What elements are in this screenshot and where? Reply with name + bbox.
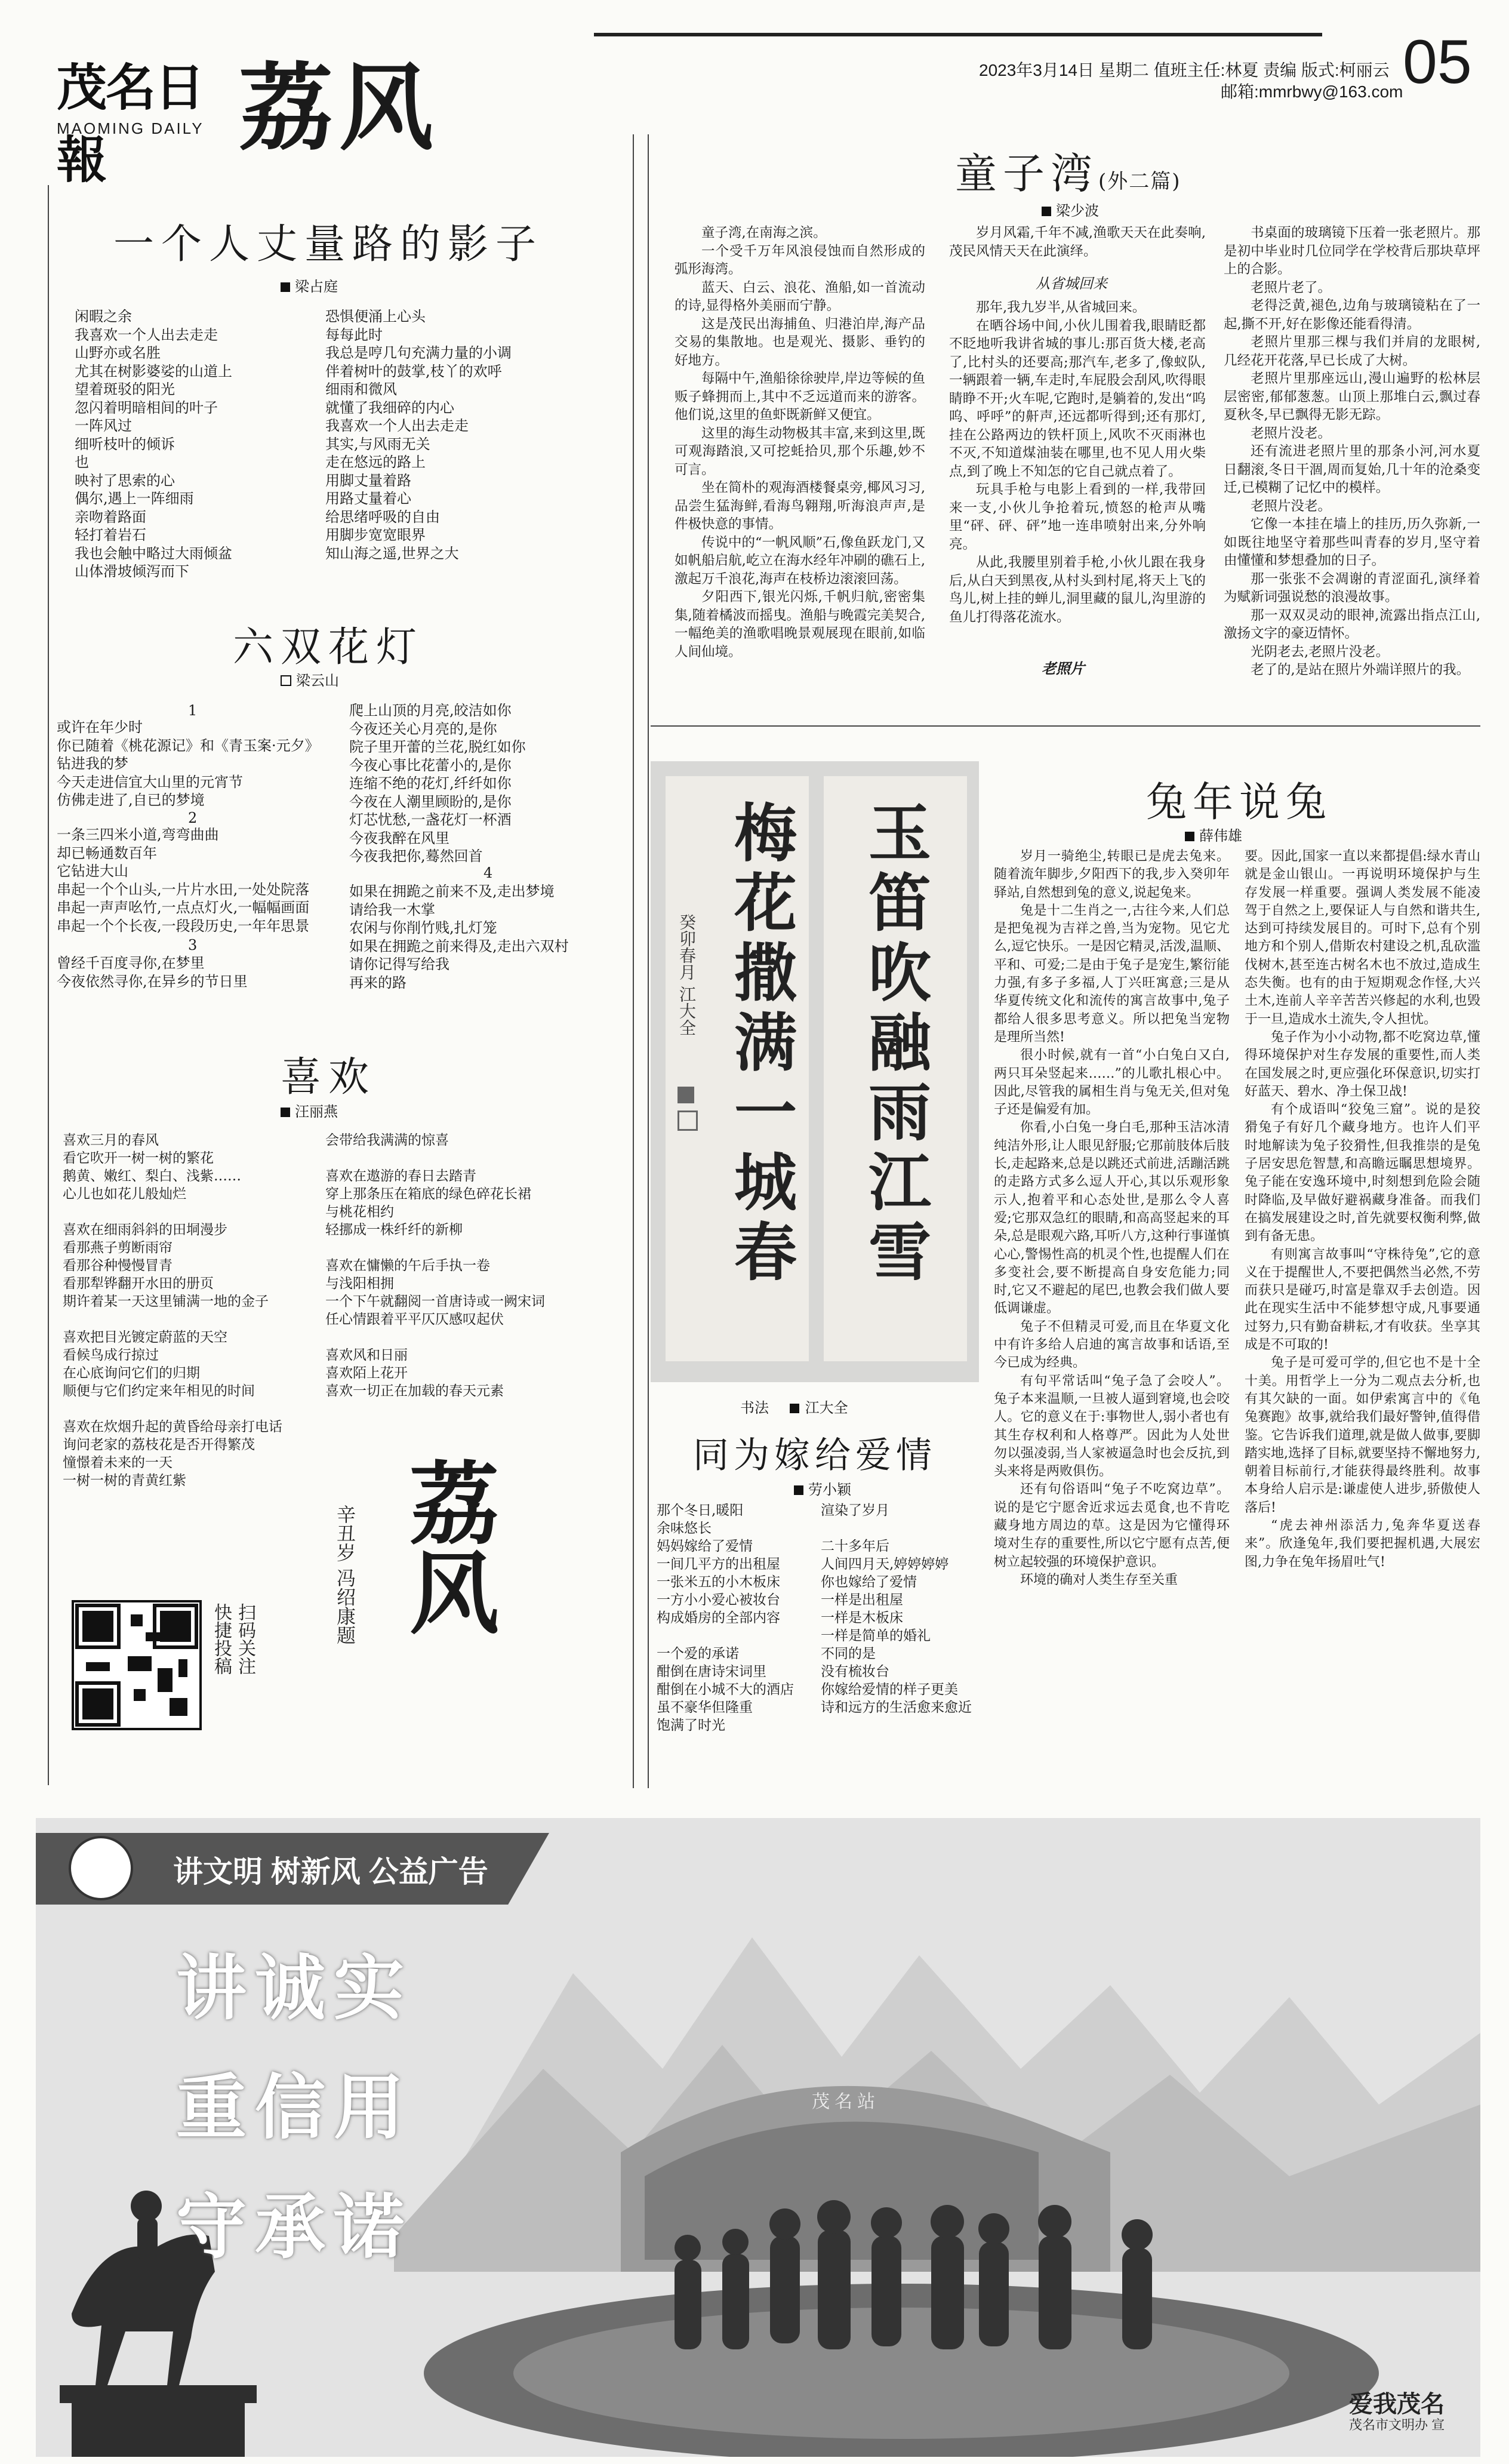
paragraph: 坐在简朴的观海酒楼餐桌旁,椰风习习,品尝生猛海鲜,看海鸟翱翔,听海浪声声,是件极快意的事情。 bbox=[675, 480, 925, 532]
paragraph: 环境的确对人类生存至关重 bbox=[1020, 1572, 1178, 1588]
paragraph: 有句平常话叫“兔子急了会咬人”。兔子本来温顺,一旦被人逼到窘境,也会咬人。它的意义在于:事物世人,弱小者也有其生存权利和人格尊严。因此为人处世勿以强凌弱,当人家被逼急时也会反抗,到头来将是两败俱伤。 bbox=[994, 1373, 1230, 1479]
article1-column-2-intro bbox=[949, 224, 1206, 260]
paragraph: 从此,我腰里别着手枪,小伙儿跟在我身后,从白天到黑夜,从村头到村尾,将天上飞的鸟儿,树上挂的蝉儿,洞里藏的鼠儿,沟里游的鱼儿打得落花流水。 bbox=[949, 555, 1206, 625]
poem-author-1: 梁占庭 bbox=[295, 279, 338, 295]
paragraph: 还有句俗语叫“兔子不吃窝边草”。说的是它宁愿舍近求远去觅食,也不肯吃藏身地方周边的草。这是因为它懂得环境对生存的重要性,所以它宁愿有点苦,便树立起较强的环境保护意识。 bbox=[994, 1482, 1230, 1570]
paragraph: 你看,小白兔一身白毛,那种玉洁冰清纯洁外形,让人眼见舒服;它那前肢体后肢长,走起路来,总是以跳还式前进,活蹦活跳的走路方式多么逗人开心,其以乐观形象示人,抱着平和心态处世,是那么令人喜爱;它那双急红的眼睛,和高高竖起来的耳朵,总是眼观六路,耳听八方,这种行事谨慎心心,警惕性高的机灵个性,也提醒人们在多变社会,要不断提高自身安危能力;同时,它又不避起的尾巴,也教会我们做人要低调谦虚。 bbox=[994, 1120, 1230, 1316]
article-title-1 bbox=[955, 140, 1181, 201]
paragraph: 还有流进老照片里的那条小河,河水夏日翻滚,冬日干涸,周而复始,几十年的沧桑变迁,已模糊了记忆中的模样。 bbox=[1224, 444, 1480, 496]
poem-title-1: 一个人丈量路的影子 bbox=[113, 221, 543, 268]
article2-column-1 bbox=[994, 848, 1230, 1589]
poem-byline-2 bbox=[281, 669, 339, 690]
civilization-emblem-icon bbox=[69, 1836, 133, 1900]
paragraph: 要。因此,国家一直以来都提倡:绿水青山就是金山银山。一再说明环境保护与生存发展一样重要。强调人类发展不能凌驾于自然之上,要保证人与自然和谐共生,达到可持续发展目的。可时下,总有个别地方和个别人,借斯农村建设之机,乱砍滥伐树木,甚至连古树名木也不放过,造成生态失衡。也有的由于短期观念作怪,大兴土木,连前人辛辛苦苦兴修起的水利,也毁于一旦,造成水土流失,令人担忧。 bbox=[1245, 849, 1480, 1027]
paragraph: 传说中的“一帆风顺”石,像鱼跃龙门,又如帆船启航,屹立在海水经年冲刷的礁石上,激起万千浪花,海声在枝桥边滚滚回荡。 bbox=[675, 534, 925, 587]
paragraph: 老了的,是站在照片外端详照片的我。 bbox=[1251, 662, 1470, 678]
calligraphy-caption bbox=[740, 1396, 848, 1417]
paragraph: 兔是十二生肖之一,古往今来,人们总是把兔视为吉祥之兽,当为宠物。见它尤么,逗它快乐。一是因它精灵,活泼,温顺、平和、可爱;二是由于兔子是宠生,繁衍能力强,有多子多福,人丁兴旺寓意;三是从华夏传统文化和流传的寓言故事中,兔子都给人很多思考意义。所以把兔当宠物是理所当然! bbox=[994, 903, 1230, 1045]
poem-author-4: 劳小颖 bbox=[808, 1482, 851, 1498]
ad-slogan-2: 重信用 bbox=[176, 2066, 413, 2149]
poem1-column-2: 恐惧便涌上心头 每每此时 我总是哼几句充满力量的小调 伴着树叶的鼓掌,枝丫的欢呼 细雨和微风 就懂了我细碎的内心 我喜欢一个人出去走走 其实,与风雨无关 走在悠远的路上 用脚丈量着路 用路丈量着心 给思绪呼吸的自由 用脚步宽宽眼界 知山海之遥,世界之大 bbox=[325, 308, 512, 562]
qr-finder bbox=[79, 1607, 117, 1645]
paragraph: “虎去神州添活力,兔奔华夏送春来”。欣逢兔年,我们要把握机遇,大展宏图,力争在兔年扬眉吐气! bbox=[1245, 1518, 1480, 1570]
newspaper-logo: 茂名日報 bbox=[57, 58, 204, 189]
byline-marker bbox=[1185, 832, 1194, 841]
poem1-column-1: 闲暇之余 我喜欢一个人出去走走 山野亦或名胜 尤其在树影婆娑的山道上 望着斑驳的阳光 忽闪着明暗相间的叶子 一阵风过 细听枝叶的倾诉 也 映衬了思索的心 偶尔,遇上一阵细雨 亲吻着路面 轻打着岩石 我也会触中略过大雨倾盆 山体滑坡倾泻而下 bbox=[75, 308, 232, 580]
page-number: 05 bbox=[1403, 27, 1472, 97]
article1-column-1 bbox=[675, 224, 925, 661]
paragraph: 这里的海生动物极其丰富,来到这里,既可观海踏浪,又可挖蚝拾贝,那个乐趣,妙不可言。 bbox=[675, 425, 925, 478]
paragraph: 童子湾,在南海之滨。 bbox=[701, 225, 827, 241]
article1-subhead: 从省城回来 bbox=[1036, 275, 1107, 292]
poem2-part-3: 曾经千百度寻你,在梦里 今夜依然寻你,在异乡的节日里 bbox=[57, 955, 248, 990]
qr-module bbox=[146, 1632, 164, 1641]
qr-label: 扫码关注 快捷投稿 bbox=[211, 1603, 255, 1675]
qr-module bbox=[128, 1656, 152, 1671]
section-number-3: 3 bbox=[188, 937, 198, 953]
section-number-4: 4 bbox=[484, 865, 493, 881]
paragraph: 书桌面的玻璃镜下压着一张老照片。那是初中毕业时几位同学在学校背后那块草坪上的合影。 bbox=[1224, 225, 1480, 277]
public-service-ad bbox=[36, 1818, 1480, 2457]
qr-module bbox=[134, 1689, 146, 1701]
paragraph: 那一张张不会凋谢的青涩面孔,演绎着为赋新词强说愁的浪漫故事。 bbox=[1224, 571, 1480, 605]
paragraph: 兔子不但精灵可爱,而且在华夏文化中有许多给人启迪的寓言故事和话语,至今已成为经典。 bbox=[994, 1319, 1230, 1371]
editor-email: 邮箱:mmrbwy@163.com bbox=[1221, 82, 1403, 101]
paragraph: 有个成语叫“狡兔三窟”。说的是狡猾兔子有好几个藏身地方。也许人们平时地解读为兔子狡猾性,但我推崇的是兔子居安思危智慧,和高瞻远瞩思想境界。兔子能在安逸环境中,时刻想到危险会随时降临,及早做好避祸藏身准备。而我们在搞发展建设之时,首先就要权衡利弊,做到有备无患。 bbox=[1245, 1102, 1480, 1244]
poem3-column-1: 喜欢三月的春风 看它吹开一树一树的繁花 鹅黄、嫩红、梨白、浅紫…… 心儿也如花儿般灿烂 喜欢在细雨斜斜的田垌漫步 看那燕子剪断雨帘 看那谷种慢慢冒青 看那犁铧翻开水田的册页 期许着某一天这里铺满一地的金子 喜欢把目光镀定蔚蓝的天空 看候鸟成行掠过 在心底询问它们的归期 顺便与它们约定来年相见的时间 喜欢在炊烟升起的黄昏给母亲打电话 询问老家的荔枝花是否开得繁茂 憧憬着未来的一天 一树一树的青黄红紫 bbox=[63, 1133, 282, 1488]
paragraph: 岁月风霜,千年不减,渔歌天天在此奏响,茂民风情天天在此演绎。 bbox=[949, 225, 1206, 259]
paragraph: 蓝天、白云、浪花、渔船,如一首流动的诗,显得格外美丽而宁静。 bbox=[675, 279, 925, 313]
poem4-column-1: 那个冬日,暖阳 余味悠长 妈妈嫁给了爱情 一间几平方的出租屋 一张米五的小木板床 一方小小爱心被妆台 构成婚房的全部内容 一个爱的承诺 酣倒在唐诗宋词里 酣倒在小城不大的酒店 虽不豪华但隆重 饱满了时光 bbox=[657, 1503, 794, 1733]
poem-author-2: 梁云山 bbox=[296, 673, 339, 689]
section-divider bbox=[651, 725, 1480, 727]
paragraph: 老照片没老。 bbox=[1251, 498, 1332, 514]
paragraph: 夕阳西下,银光闪烁,千帆归航,密密集集,随着橘波而摇曳。渔船与晚霞完美契合,一幅绝美的渔歌唱晚景观展现在眼前,如临人间仙境。 bbox=[675, 589, 925, 660]
paragraph: 老照片老了。 bbox=[1251, 279, 1332, 296]
byline-marker bbox=[281, 1108, 290, 1117]
paragraph: 老照片里那座远山,漫山遍野的松林层层密密,郁郁葱葱。山顶上那堆白云,飘过春夏秋冬,早已飘得无影无踪。 bbox=[1224, 371, 1480, 423]
newspaper-logo-english: MAOMING DAILY bbox=[57, 119, 204, 137]
station-sign: 茂名站 bbox=[812, 2091, 880, 2112]
article-byline-2 bbox=[1185, 824, 1242, 845]
ad-banner-text: 讲文明 树新风 公益广告 bbox=[173, 1855, 488, 1888]
qr-module bbox=[178, 1659, 187, 1677]
paragraph: 有则寓言故事叫“守株待兔”,它的意义在于提醒世人,不要把偶然当必然,不劳而获只是碰巧,时富是靠双手去创造。因此在现实生活中不能梦想守成,凡事要通过努力,只有勤奋耕耘,才有收获。坐享其成是不可取的! bbox=[1245, 1247, 1480, 1353]
byline-marker bbox=[281, 282, 290, 292]
ad-slogan-3: 守承诺 bbox=[176, 2186, 413, 2268]
calligraphy-left-column: 梅花撒满一城春 bbox=[724, 800, 798, 1289]
byline-marker bbox=[1042, 207, 1051, 216]
poem2-part-1: 或许在年少时 你已随着《桃花源记》和《青玉案·元夕》 钻进我的梦 今天走进信宜大山里的元宵节 仿佛走进了,自已的梦境 bbox=[57, 719, 319, 808]
ad-logo-text: 爱我茂名 bbox=[1349, 2390, 1445, 2418]
poem-byline-4 bbox=[794, 1478, 851, 1499]
byline-marker bbox=[794, 1485, 803, 1495]
qr-module bbox=[170, 1698, 187, 1716]
left-border bbox=[48, 185, 49, 1785]
byline-marker bbox=[281, 675, 291, 686]
column-divider-right bbox=[648, 134, 649, 1788]
ad-sponsor: 茂名市文明办 宣 bbox=[1349, 2417, 1445, 2432]
paragraph: 岁月一骑绝尘,转眼已是虎去兔来。随着流年脚步,夕阳西下的我,步入癸卯年驿站,自然想到兔的意义,说起兔来。 bbox=[994, 849, 1230, 900]
qr-module bbox=[86, 1662, 110, 1671]
article-title-suffix: (外二篇) bbox=[1098, 170, 1181, 193]
seal-stamp bbox=[677, 1111, 698, 1131]
qr-module bbox=[131, 1614, 143, 1626]
paragraph: 兔子是可爱可学的,但它也不是十全十美。用哲学上一分为二观点去分析,也有其欠缺的一面。如伊索寓言中的《龟兔赛跑》故事,就给我们最好警钟,值得借鉴。它告诉我们道理,就是做人做事,要脚踏实地,选择了目标,就要坚持不懈地努力,朝着目标前行,才能获得最终胜利。故事本身给人启示是:谦虚使人进步,骄傲使人落后! bbox=[1245, 1355, 1480, 1515]
article1-column-2 bbox=[949, 299, 1206, 626]
poem2-part-4: 爬上山顶的月亮,皎洁如你 今夜还关心月亮的,是你 院子里开蕾的兰花,脱红如你 今夜心事比花蕾小的,是你 连缩不绝的花灯,纤纤如你 今夜在人潮里顾盼的,是你 灯芯忧愁,一盏花灯一杯酒 今夜我醉在风里 今夜我把你,蓦然回首 bbox=[349, 702, 526, 865]
poem3-column-2: 会带给我满满的惊喜 喜欢在遨游的春日去踏青 穿上那条压在箱底的绿色碎花长裙 与桃花相约 轻挪成一株纤纤的新柳 喜欢在慵懒的午后手执一卷 与浅阳相拥 一个下午就翻阅一首唐诗或一阙宋词 任心情跟着平平仄仄感叹起伏 喜欢风和日丽 喜欢陌上花开 喜欢一切正在加载的春天元素 bbox=[325, 1133, 545, 1399]
paragraph: 兔子作为小小动物,都不吃窝边草,懂得环境保护对生存发展的重要性,而人类在国发展之时,更应强化环保意识,切实打好蓝天、碧水、净土保卫战! bbox=[1245, 1029, 1480, 1099]
poem4-column-2: 渲染了岁月 二十多年后 人间四月天,婷婷婷婷 你也嫁给了爱情 一样是出租屋 一样是木板床 一样是简单的婚礼 不同的是 没有梳妆台 你嫁给爱情的样子更美 诗和远方的生活愈来愈近 bbox=[821, 1503, 972, 1715]
calligraphy-inscription: 辛丑岁 冯绍康题 bbox=[334, 1505, 356, 1645]
caption-author: 江大全 bbox=[805, 1400, 848, 1416]
paragraph: 老照片里那三棵与我们并肩的龙眼树,几经花开花落,早已长成了大树。 bbox=[1224, 334, 1480, 368]
calligraphy-right-column: 玉笛吹融雨江雪 bbox=[858, 800, 932, 1289]
date-editor-line: 2023年3月14日 星期二 值班主任:林夏 责编 版式:柯丽云 bbox=[979, 61, 1390, 79]
seal-stamp bbox=[677, 1087, 694, 1103]
section-number-2: 2 bbox=[188, 810, 198, 826]
paragraph: 玩具手枪与电影上看到的一样,我带回来一支,小伙儿争抢着玩,愤怒的枪声从嘴里“砰、砰、砰”地一连串喷射出来,分外响亮。 bbox=[949, 482, 1206, 552]
paragraph: 每隔中午,渔船徐徐驶岸,岸边等候的鱼贩子蜂拥而上,其中不乏远道而来的游客。他们说,这里的鱼虾既新鲜又便宜。 bbox=[675, 371, 925, 423]
byline-marker bbox=[790, 1404, 799, 1413]
poem-byline-3 bbox=[281, 1100, 338, 1121]
article1-column-3 bbox=[1224, 224, 1480, 679]
calligraphy-signature: 癸卯春月 江大全 bbox=[677, 913, 697, 1036]
qr-code[interactable] bbox=[72, 1600, 202, 1730]
poem-author-3: 汪丽燕 bbox=[295, 1104, 338, 1120]
paragraph: 在晒谷场中间,小伙儿围着我,眼睛眨都不眨地听我讲省城的事儿:那百货大楼,老高了,比村头的还要高;那汽车,老多了,像蚁队,一辆跟着一辆,车走时,车屁股会刮风,吹得眼睛睁不开;火车呢,它跑时,是躺着的,发出“呜呜、呼呼”的鼾声,还远都听得到;还有那灯,挂在公路两边的铁杆顶上,风吹不灭雨淋也不灭,不知道煤油装在哪里,也不见人用火柴点,到了晚上不知怎的它自己就点着了。 bbox=[949, 318, 1206, 479]
header-rule bbox=[594, 33, 1322, 36]
poem2-part-5: 如果在拥跪之前来不及,走出梦境 请给我一木掌 农闲与你削竹贱,扎灯笼 如果在拥跪之前来得及,走出六双村 请你记得写给我 再来的路 bbox=[349, 883, 569, 991]
poem-title-3: 喜欢 bbox=[280, 1054, 376, 1101]
article-title-2: 兔年说兔 bbox=[1146, 779, 1333, 826]
article-author-1: 梁少波 bbox=[1056, 203, 1099, 219]
paragraph: 它像一本挂在墙上的挂历,历久弥新,一如既往地坚守着那些叫青春的岁月,坚守着由懂懂和梦想叠加的日子。 bbox=[1224, 516, 1480, 568]
paragraph: 很小时候,就有一首“小白兔白又白,两只耳朵竖起来……”的儿歌扎根心中。因此,尽管我的属相生肖与兔无关,但对兔子还是偏爱有加。 bbox=[994, 1048, 1230, 1118]
poem-title-4: 同为嫁给爱情 bbox=[693, 1435, 937, 1476]
ad-slogan-1: 讲诚实 bbox=[176, 1947, 413, 2029]
poem2-part-2: 一条三四米小道,弯弯曲曲 却已畅通数百年 它钻进大山 串起一个个山头,一片片水田,一处处院落 串起一声声吆竹,一点点灯火,一幅幅画面 串起一个个长夜,一段段历史,一年年思景 bbox=[57, 826, 310, 934]
qr-finder bbox=[79, 1685, 117, 1723]
paragraph: 光阴老去,老照片没老。 bbox=[1251, 644, 1390, 660]
paragraph: 老得泛黄,褪色,边角与玻璃镜粘在了一起,撕不开,好在影像还能看得清。 bbox=[1224, 298, 1480, 332]
column-divider-left bbox=[633, 134, 634, 1788]
paragraph: 老照片没老。 bbox=[1251, 425, 1332, 441]
paragraph: 这是茂民出海捕鱼、归港泊岸,海产品交易的集散地。也是观光、摄影、垂钓的好地方。 bbox=[675, 316, 925, 368]
article2-column-2 bbox=[1245, 848, 1480, 1571]
article1-signoff: 老照片 bbox=[1042, 660, 1085, 677]
poem-byline-1 bbox=[281, 275, 338, 296]
paragraph: 那一双双灵动的眼神,流露出指点江山,激扬文字的豪迈情怀。 bbox=[1224, 607, 1480, 641]
section-number-1: 1 bbox=[188, 702, 198, 719]
paragraph: 一个受千万年风浪侵蚀而自然形成的弧形海湾。 bbox=[675, 243, 925, 277]
calligraphy-section-title: 荔风 bbox=[394, 1457, 499, 1636]
article-byline-1 bbox=[1042, 199, 1099, 220]
section-title: 荔风 bbox=[239, 53, 439, 164]
caption-type: 书法 bbox=[740, 1400, 769, 1416]
article-title-main: 童子湾 bbox=[955, 149, 1098, 198]
poem-title-2: 六双花灯 bbox=[232, 624, 424, 671]
qr-module bbox=[158, 1668, 173, 1692]
article-author-2: 薛伟雄 bbox=[1199, 828, 1242, 844]
paragraph: 那年,我九岁半,从省城回来。 bbox=[976, 300, 1146, 315]
